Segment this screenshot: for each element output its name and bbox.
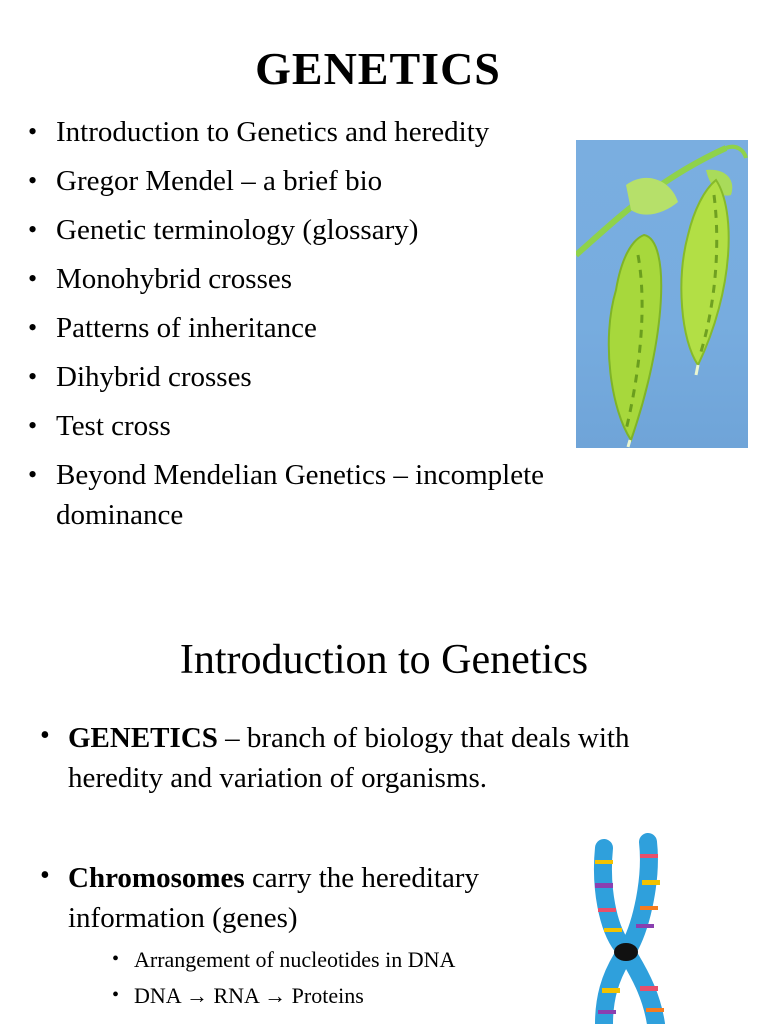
pea-pod-image xyxy=(576,140,748,448)
list-item: • Test cross xyxy=(26,406,636,446)
topic-list xyxy=(26,112,636,544)
list-item: • Beyond Mendelian Genetics – incomplete dominance xyxy=(26,455,636,535)
sub-bullet-list xyxy=(112,942,455,1014)
list-item: • Introduction to Genetics and heredity xyxy=(26,112,636,152)
slide-title: GENETICS xyxy=(255,43,501,94)
list-item: • DNA → RNA → Proteins xyxy=(112,978,455,1014)
term-chromosomes: Chromosomes xyxy=(68,862,245,894)
list-item: • Patterns of inheritance xyxy=(26,308,636,348)
definition-genetics: – branch of biology that deals with heredity and variation of organisms. xyxy=(68,722,630,794)
slide-title: Introduction to Genetics xyxy=(179,637,589,683)
term-genetics: GENETICS xyxy=(68,722,218,754)
definition-list xyxy=(40,718,690,798)
chromosome-list xyxy=(40,858,570,938)
list-item: • Monohybrid crosses xyxy=(26,259,636,299)
list-item xyxy=(40,858,570,938)
list-item: • Genetic terminology (glossary) xyxy=(26,210,636,250)
chromosome-image xyxy=(590,828,690,1024)
list-item xyxy=(40,718,690,798)
list-item: • Arrangement of nucleotides in DNA xyxy=(112,942,455,978)
definition-chromosomes: carry the hereditary information (genes) xyxy=(68,862,479,934)
list-item: • Gregor Mendel – a brief bio xyxy=(26,161,636,201)
list-item: • Dihybrid crosses xyxy=(26,357,636,397)
